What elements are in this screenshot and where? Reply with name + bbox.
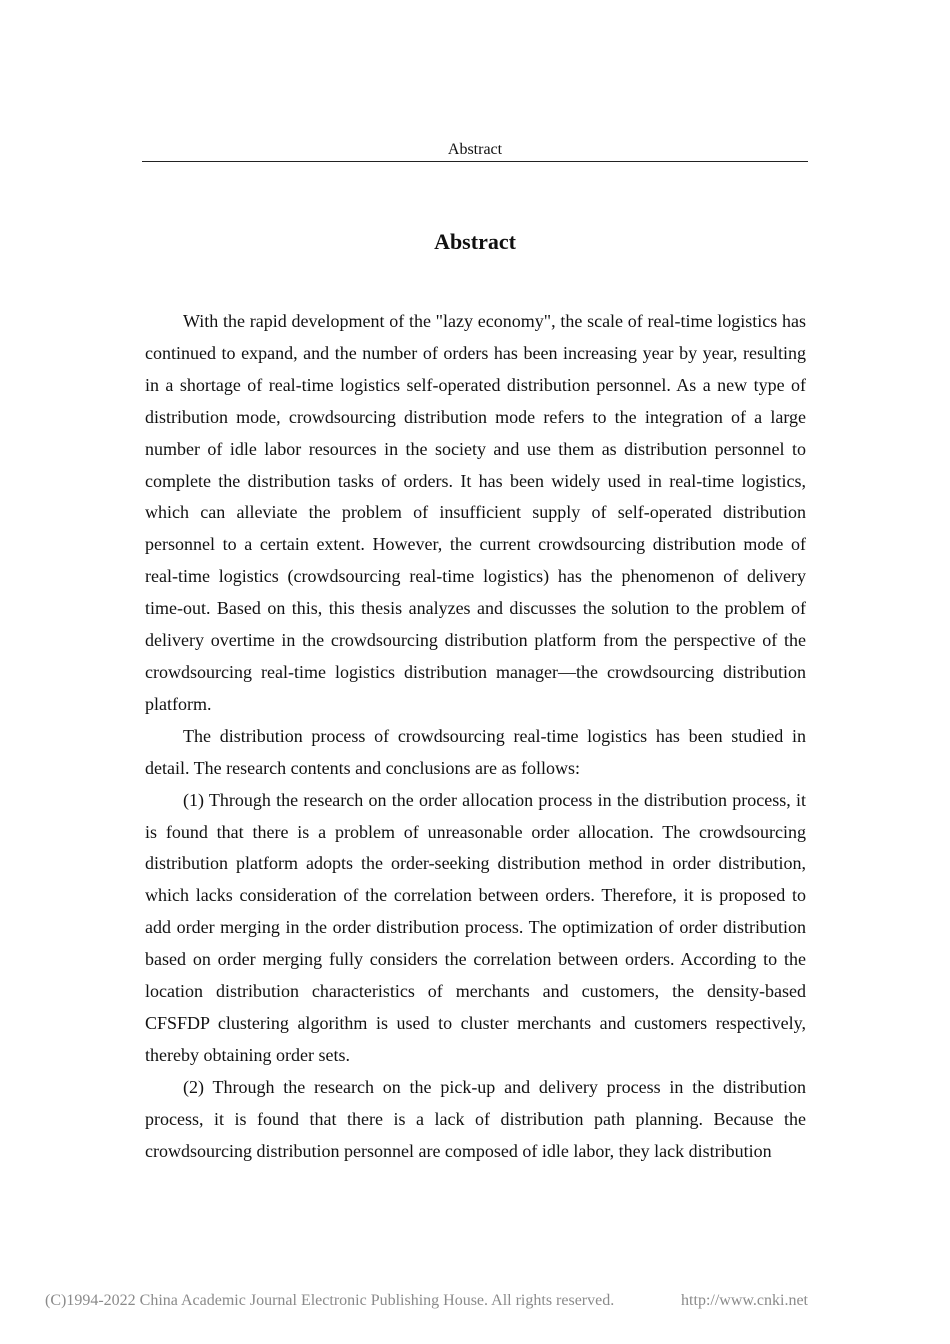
abstract-body [145, 306, 806, 1167]
running-header: Abstract [142, 141, 808, 162]
abstract-paragraph-4: (2) Through the research on the pick-up and delivery process in the distribution process, it is found that there is a lack of distribution path planning. Because the crowdsourcing distribution personnel are composed of idle labor, they lack distribution [145, 1076, 806, 1161]
abstract-paragraph-3: (1) Through the research on the order allocation process in the distribution process, it is found that there is a problem of unreasonable order allocation. The crowdsourcing distribution platform adopts the order-seeking distribution method in order distribution, which lacks consideration of the correlation between orders. Therefore, it is proposed to add order merging in the order distribution process. The optimization of order distribution based on order merging fully considers the correlation between orders. According to the location distribution characteristics of merchants and customers, the density-based CFSFDP clustering algorithm is used to cluster merchants and customers respectively, thereby obtaining order sets. [145, 789, 806, 1065]
abstract-paragraph-2: The distribution process of crowdsourcing real-time logistics has been studied in detail. The research contents and conclusions are as follows: [145, 725, 806, 778]
copyright-footer [45, 1291, 808, 1311]
copyright-notice: (C)1994-2022 China Academic Journal Electronic Publishing House. All rights reserved. [45, 1292, 615, 1309]
page-title: Abstract [434, 229, 516, 254]
abstract-paragraph-1: With the rapid development of the "lazy economy", the scale of real-time logistics has continued to expand, and the number of orders has been increasing year by year, resulting in a shortage of real-time logistics self-operated distribution personnel. As a new type of distribution mode, crowdsourcing distribution mode refers to the integration of a large number of idle labor resources in the society and use them as distribution personnel to complete the distribution tasks of orders. It has been widely used in real-time logistics, which can alleviate the problem of insufficient supply of self-operated distribution personnel to a certain extent. However, the current crowdsourcing distribution mode of real-time logistics (crowdsourcing real-time logistics) has the phenomenon of delivery time-out. Based on this, this thesis analyzes and discusses the solution to the problem of delivery overtime in the crowdsourcing distribution platform from the perspective of the crowdsourcing real-time logistics distribution manager—the crowdsourcing distribution platform. [145, 311, 806, 714]
footer-url: http://www.cnki.net [681, 1292, 808, 1309]
